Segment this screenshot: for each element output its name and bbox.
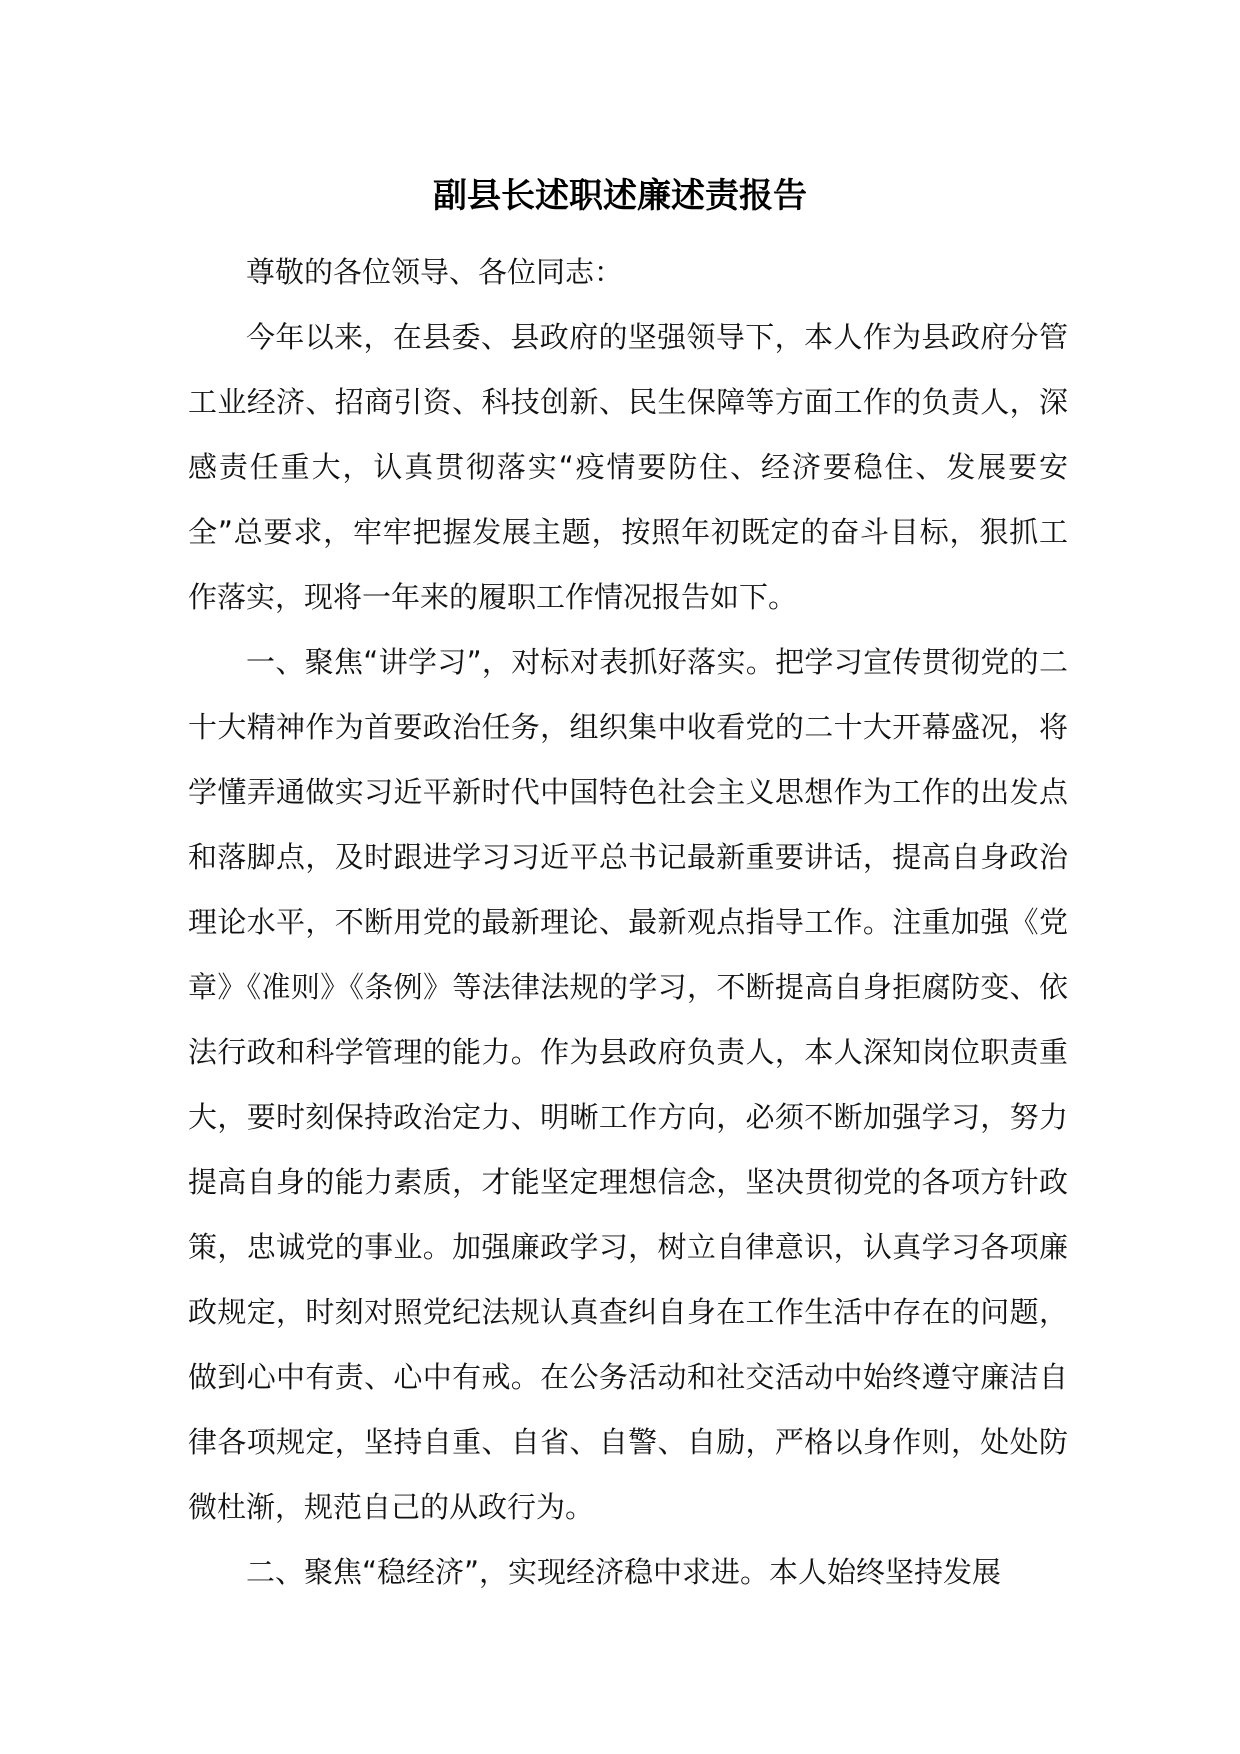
salutation: 尊敬的各位领导、各位同志：	[246, 255, 624, 289]
paragraph-intro: 今年以来，在县委、县政府的坚强领导下，本人作为县政府分管工业经济、招商引资、科技创新、民生保障等方面工作的负责人，深感责任重大，认真贯彻落实“疫情要防住、经济要稳住、发展要安全”总要求，牢牢把握发展主题，按照年初既定的奋斗目标，狠抓工作落实，现将一年来的履职工作情况报告如下。	[188, 320, 1068, 614]
document-body	[188, 240, 1068, 1605]
paragraph-section-two: 二、聚焦“稳经济”，实现经济稳中求进。本人始终坚持发展	[246, 1555, 1002, 1589]
document-title: 副县长述职述廉述责报告	[433, 176, 807, 216]
paragraph-section-one: 一、聚焦“讲学习”，对标对表抓好落实。把学习宣传贯彻党的二十大精神作为首要政治任务，组织集中收看党的二十大开幕盛况，将学懂弄通做实习近平新时代中国特色社会主义思想作为工作的出发点和落脚点，及时跟进学习习近平总书记最新重要讲话，提高自身政治理论水平，不断用党的最新理论、最新观点指导工作。注重加强《党章》《准则》《条例》等法律法规的学习，不断提高自身拒腐防变、依法行政和科学管理的能力。作为县政府负责人，本人深知岗位职责重大，要时刻保持政治定力、明晰工作方向，必须不断加强学习，努力提高自身的能力素质，才能坚定理想信念，坚决贯彻党的各项方针政策，忠诚党的事业。加强廉政学习，树立自律意识，认真学习各项廉政规定，时刻对照党纪法规认真查纠自身在工作生活中存在的问题，做到心中有责、心中有戒。在公务活动和社交活动中始终遵守廉洁自律各项规定，坚持自重、自省、自警、自励，严格以身作则，处处防微杜渐，规范自己的从政行为。	[188, 645, 1068, 1524]
